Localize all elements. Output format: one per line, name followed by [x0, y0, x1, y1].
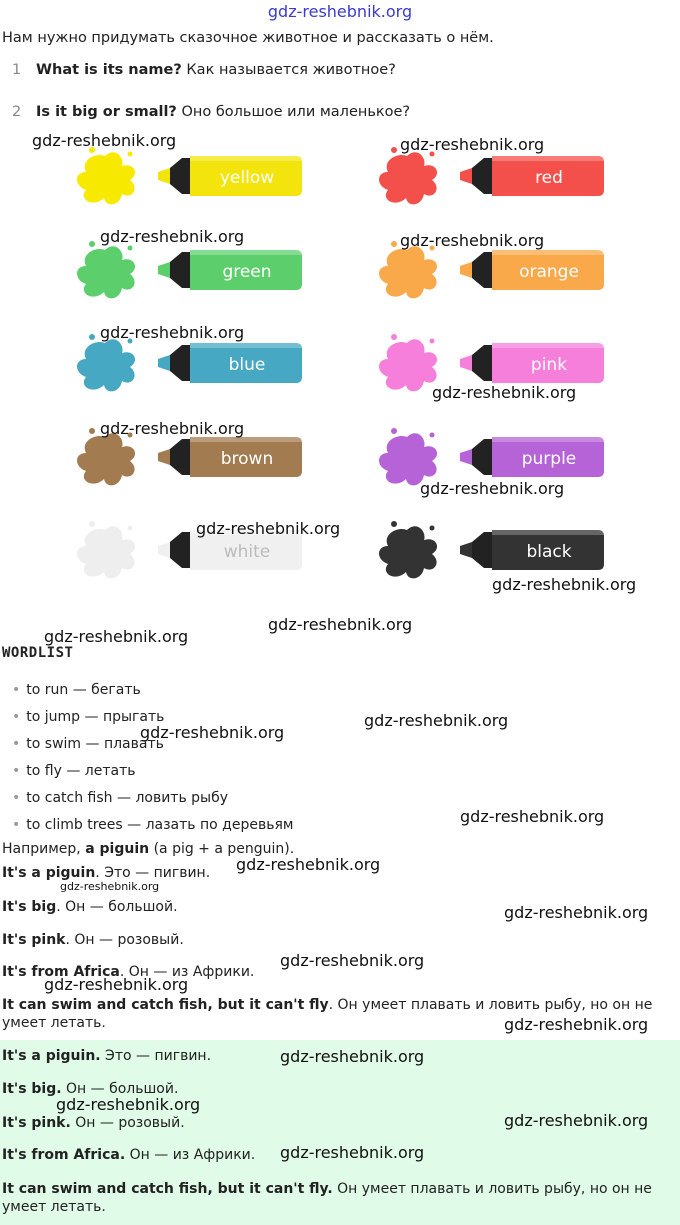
- watermark: gdz-reshebnik.org: [420, 479, 565, 498]
- color-label: pink: [530, 355, 568, 375]
- wordlist-item: • to swim — плавать: [12, 736, 164, 752]
- paint-drop: [430, 433, 435, 438]
- paint-drop: [391, 428, 397, 434]
- question-2: [12, 104, 410, 120]
- color-label: red: [535, 168, 563, 188]
- paint-drop: [430, 339, 435, 344]
- question-en: What is its name?: [36, 62, 182, 78]
- paint-splash: [379, 339, 437, 391]
- watermark: gdz-reshebnik.org: [400, 135, 545, 154]
- answer-sentence: It's from Africa. Он — из Африки.: [2, 1147, 256, 1163]
- bullet: •: [12, 817, 21, 833]
- marker-tip: [158, 355, 170, 371]
- watermark: gdz-reshebnik.org: [56, 1095, 201, 1114]
- marker-highlight: [492, 156, 604, 161]
- wordlist-title: WORDLIST: [2, 645, 74, 661]
- marker-collar: [170, 252, 190, 288]
- watermark: gdz-reshebnik.org: [100, 419, 245, 438]
- marker-tip: [158, 542, 170, 558]
- marker-highlight: [492, 250, 604, 255]
- paint-splash: [379, 526, 437, 578]
- answer-sentence: It's pink. Он — розовый.: [2, 1115, 185, 1131]
- marker-highlight: [492, 530, 604, 535]
- marker-collar: [170, 439, 190, 475]
- marker-collar: [170, 158, 190, 194]
- paint-drop: [128, 526, 133, 531]
- marker-collar: [472, 252, 492, 288]
- marker-collar: [472, 439, 492, 475]
- color-label: yellow: [219, 168, 275, 188]
- paint-drop: [391, 147, 397, 153]
- color-label: orange: [519, 262, 579, 282]
- wordlist-item: • to catch fish — ловить рыбу: [12, 790, 229, 806]
- marker-tip: [158, 168, 170, 184]
- task-intro: Нам нужно придумать сказочное животное и рассказать о нём.: [2, 30, 494, 46]
- marker-highlight: [190, 343, 302, 348]
- watermark: gdz-reshebnik.org: [280, 1047, 425, 1066]
- watermark: gdz-reshebnik.org: [504, 1015, 649, 1034]
- watermark: gdz-reshebnik.org: [504, 1111, 649, 1130]
- paint-splash: [77, 246, 135, 298]
- marker-tip: [460, 262, 472, 278]
- paint-drop: [89, 428, 95, 434]
- color-label: blue: [228, 355, 266, 375]
- color-label: purple: [521, 449, 577, 469]
- marker-highlight: [492, 343, 604, 348]
- paint-drop: [89, 334, 95, 340]
- answer-sentence: It's big. Он — большой.: [2, 1081, 179, 1097]
- paint-drop: [128, 152, 133, 157]
- watermark: gdz-reshebnik.org: [504, 903, 649, 922]
- watermark: gdz-reshebnik.org: [460, 807, 605, 826]
- paint-drop: [128, 246, 133, 251]
- site-header[interactable]: gdz-reshebnik.org: [267, 2, 413, 21]
- wordlist-item: • to jump — прыгать: [12, 709, 165, 725]
- marker-collar: [472, 532, 492, 568]
- paint-drop: [89, 521, 95, 527]
- question-number: 1: [12, 62, 22, 78]
- marker-collar: [472, 345, 492, 381]
- marker-collar: [170, 532, 190, 568]
- paint-drop: [89, 241, 95, 247]
- color-label: brown: [220, 449, 274, 469]
- paint-splash: [77, 152, 135, 204]
- question-ru: Оно большое или маленькое?: [176, 104, 411, 120]
- watermark: gdz-reshebnik.org: [432, 383, 577, 402]
- watermark: gdz-reshebnik.org: [364, 711, 509, 730]
- marker-highlight: [190, 250, 302, 255]
- color-label: white: [223, 542, 271, 562]
- marker-tip: [460, 542, 472, 558]
- marker-tip: [460, 168, 472, 184]
- watermark: gdz-reshebnik.org: [44, 627, 189, 646]
- wordlist-item: • to run — бегать: [12, 682, 141, 698]
- example-sentence: It's pink. Он — розовый.: [2, 932, 184, 948]
- paint-splash: [77, 339, 135, 391]
- question-1: [12, 62, 396, 78]
- marker-tip: [158, 449, 170, 465]
- watermark: gdz-reshebnik.org: [60, 880, 160, 893]
- marker-tip: [460, 355, 472, 371]
- watermark: gdz-reshebnik.org: [492, 575, 637, 594]
- bullet: •: [12, 682, 21, 698]
- paint-drop: [391, 521, 397, 527]
- color-swatch-yellow: [70, 142, 340, 212]
- color-swatch-green: [70, 236, 340, 306]
- watermark: gdz-reshebnik.org: [280, 951, 425, 970]
- answer-sentence: It's a piguin. Это — пигвин.: [2, 1048, 212, 1064]
- wordlist-item: • to fly — летать: [12, 763, 136, 779]
- paint-splash: [379, 152, 437, 204]
- example-sentence: It's big. Он — большой.: [2, 899, 178, 915]
- marker-tip: [158, 262, 170, 278]
- question-ru: Как называется животное?: [181, 62, 396, 78]
- watermark: gdz-reshebnik.org: [236, 855, 381, 874]
- paint-splash: [379, 246, 437, 298]
- bullet: •: [12, 709, 21, 725]
- marker-collar: [170, 345, 190, 381]
- example-sentence: It's a piguin. Это — пигвин.: [2, 865, 211, 881]
- bullet: •: [12, 763, 21, 779]
- color-label: black: [526, 542, 572, 562]
- paint-drop: [391, 334, 397, 340]
- watermark: gdz-reshebnik.org: [140, 723, 285, 742]
- watermark: gdz-reshebnik.org: [100, 323, 245, 342]
- paint-splash: [379, 433, 437, 485]
- example-sentence: It's from Africa. Он — из Африки.: [2, 964, 255, 980]
- watermark: gdz-reshebnik.org: [280, 1143, 425, 1162]
- paint-splash: [77, 433, 135, 485]
- answer-sentence: It can swim and catch fish, but it can't fly. Он умеет плавать и ловить рыбу, но он не умеет летать.: [2, 1181, 652, 1215]
- bullet: •: [12, 790, 21, 806]
- question-number: 2: [12, 104, 22, 120]
- marker-highlight: [492, 437, 604, 442]
- watermark: gdz-reshebnik.org: [268, 615, 413, 634]
- paint-drop: [391, 241, 397, 247]
- watermark: gdz-reshebnik.org: [400, 231, 545, 250]
- marker-tip: [460, 449, 472, 465]
- example-sentence: It can swim and catch fish, but it can't fly. Он умеет плавать и ловить рыбу, но он не умеет летать.: [2, 997, 653, 1031]
- paint-splash: [77, 526, 135, 578]
- watermark: gdz-reshebnik.org: [196, 519, 341, 538]
- paint-drop: [430, 526, 435, 531]
- color-label: green: [222, 262, 272, 282]
- watermark: gdz-reshebnik.org: [100, 227, 245, 246]
- bullet: •: [12, 736, 21, 752]
- watermark: gdz-reshebnik.org: [44, 975, 189, 994]
- marker-collar: [472, 158, 492, 194]
- wordlist-item: • to climb trees — лазать по деревьям: [12, 817, 294, 833]
- watermark: gdz-reshebnik.org: [32, 131, 177, 150]
- marker-highlight: [190, 156, 302, 161]
- question-en: Is it big or small?: [36, 104, 177, 120]
- example-line: Например, a piguin (a pig + a penguin).: [2, 841, 295, 857]
